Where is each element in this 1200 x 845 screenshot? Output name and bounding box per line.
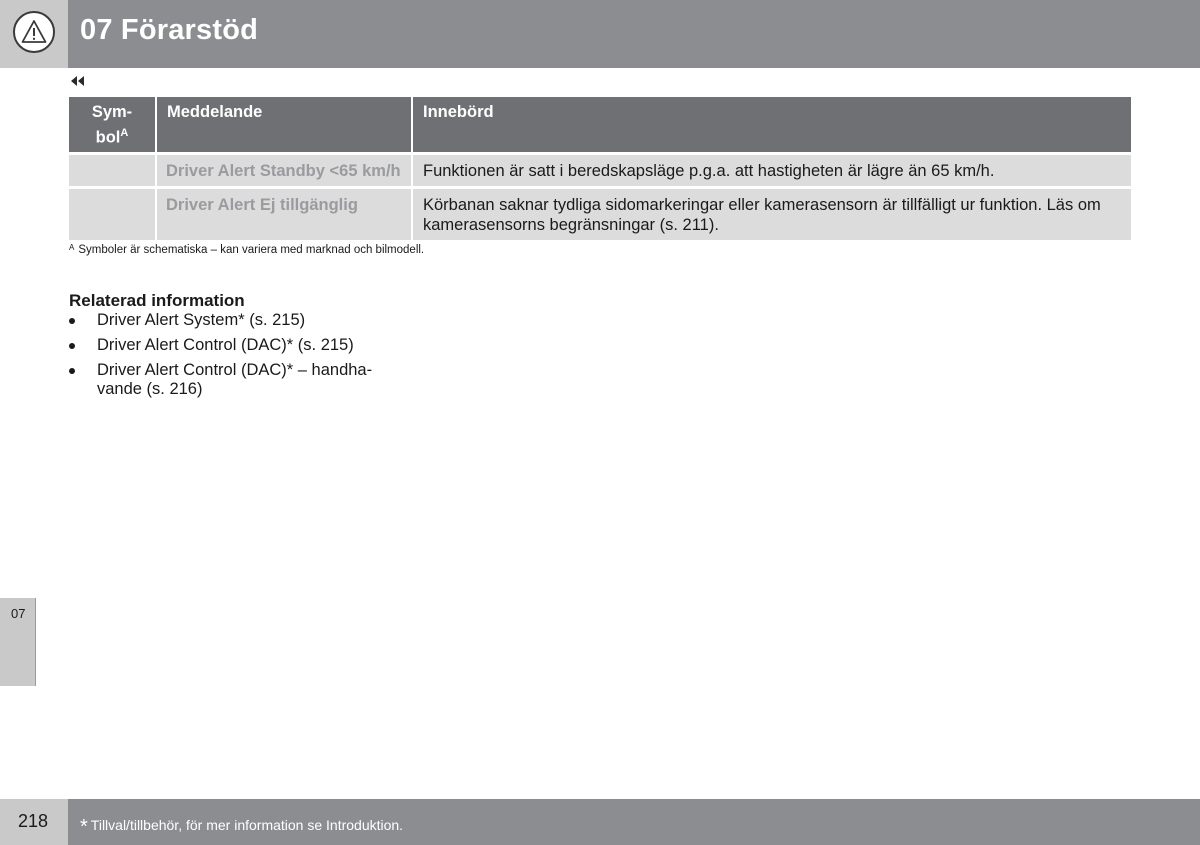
chapter-side-tab[interactable] xyxy=(0,598,36,686)
message-cell: Driver Alert Ej tillgänglig xyxy=(155,189,411,240)
message-cell: Driver Alert Standby <65 km/h xyxy=(155,155,411,186)
table-row xyxy=(69,186,1131,240)
bullet-icon xyxy=(69,318,75,324)
asterisk-icon: * xyxy=(80,816,88,838)
table-footnote xyxy=(69,244,424,256)
related-link[interactable]: Driver Alert System* (s. 215) xyxy=(97,311,306,329)
message-table xyxy=(69,97,1131,240)
list-item[interactable] xyxy=(69,311,389,330)
table-header-row xyxy=(69,97,1131,152)
page-title: 07 Förarstöd xyxy=(80,14,259,46)
warning-triangle-icon xyxy=(13,11,55,53)
header-meaning: Innebörd xyxy=(411,97,1131,152)
bullet-icon xyxy=(69,368,75,374)
header-symbol-sup: A xyxy=(120,127,129,139)
page-number: 218 xyxy=(18,811,49,831)
footnote-marker: A xyxy=(69,243,75,252)
related-link[interactable]: Driver Alert Control (DAC)* (s. 215) xyxy=(97,336,354,354)
header-message: Meddelande xyxy=(155,97,411,152)
chapter-tab-label: 07 xyxy=(11,606,26,621)
list-item[interactable] xyxy=(69,361,389,399)
symbol-cell xyxy=(69,155,155,186)
footer-note xyxy=(80,813,403,836)
header-symbol-line2 xyxy=(73,123,151,149)
header-symbol-text: bol xyxy=(95,128,121,147)
header-symbol-line1: Sym- xyxy=(91,103,133,121)
table-row xyxy=(69,152,1131,186)
header-left-block xyxy=(0,0,68,68)
symbol-cell xyxy=(69,189,155,240)
list-item[interactable] xyxy=(69,336,389,355)
related-link[interactable]: Driver Alert Control (DAC)* – handha-vande (s. 216) xyxy=(97,361,373,398)
double-chevron-left-icon[interactable] xyxy=(69,74,87,88)
related-info-title: Relaterad information xyxy=(69,291,245,310)
meaning-cell: Körbanan saknar tydliga sidomarkeringar eller kamerasensorn är tillfälligt ur funktion. Läs om kamerasensorns begränsningar (s. 211). xyxy=(411,189,1131,240)
footer-note-text: Tillval/tillbehör, för mer information se Introduktion. xyxy=(90,817,404,833)
related-info-list xyxy=(69,311,389,405)
header-symbol xyxy=(69,97,155,152)
meaning-cell: Funktionen är satt i beredskapsläge p.g.a. att hastigheten är lägre än 65 km/h. xyxy=(411,155,1131,186)
bullet-icon xyxy=(69,343,75,349)
footnote-text: Symboler är schematiska – kan variera med marknad och bilmodell. xyxy=(78,244,425,256)
